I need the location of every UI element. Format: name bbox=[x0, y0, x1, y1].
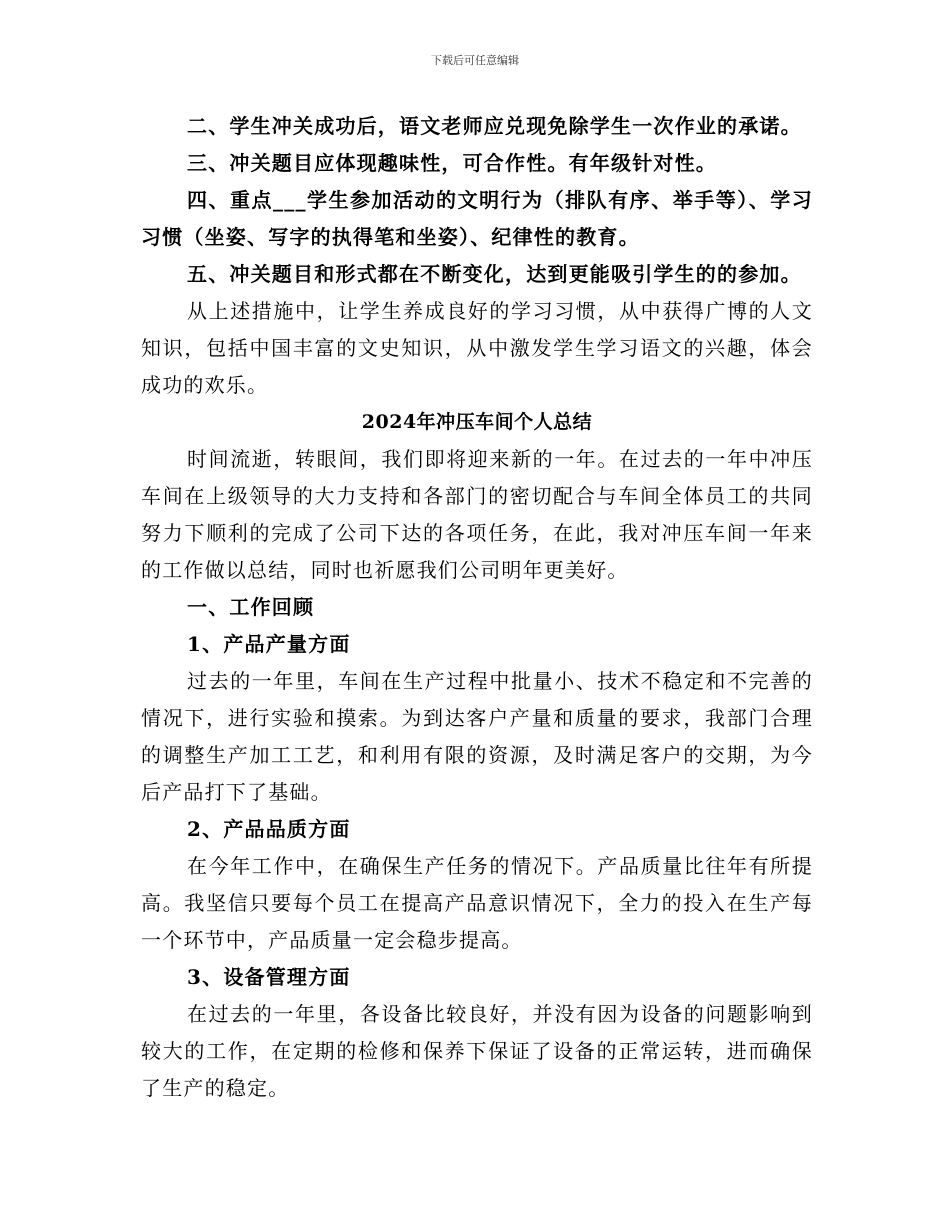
subheading-quality: 2、产品品质方面 bbox=[187, 817, 351, 841]
paragraph-point-4: 四、重点___学生参加活动的文明行为（排队有序、举手等）、学习习惯（坐姿、写字的执得笔和坐姿）、纪律性的教育。 bbox=[141, 188, 813, 249]
document-body bbox=[141, 108, 813, 1107]
paragraph-output: 过去的一年里，车间在生产过程中批量小、技术不稳定和不完善的情况下，进行实验和摸索。为到达客户产量和质量的要求，我部门合理的调整生产加工工艺，和利用有限的资源，及时满足客户的交期，为今后产品打下了基础。 bbox=[141, 669, 813, 804]
paragraph-point-5: 五、冲关题目和形式都在不断变化，达到更能吸引学生的的参加。 bbox=[187, 262, 802, 286]
subheading-output: 1、产品产量方面 bbox=[187, 632, 351, 656]
paragraph-equipment: 在过去的一年里，各设备比较良好，并没有因为设备的问题影响到较大的工作，在定期的检修和保养下保证了设备的正常运转，进而确保了生产的稳定。 bbox=[141, 1002, 813, 1100]
paragraph-point-2: 二、学生冲关成功后，语文老师应兑现免除学生一次作业的承诺。 bbox=[187, 114, 802, 138]
paragraph-quality: 在今年工作中，在确保生产任务的情况下。产品质量比往年有所提高。我坚信只要每个员工在提高产品意识情况下，全力的投入在生产每一个环节中，产品质量一定会稳步提高。 bbox=[141, 854, 813, 952]
subheading-equipment: 3、设备管理方面 bbox=[187, 965, 351, 989]
paragraph-conclusion: 从上述措施中，让学生养成良好的学习习惯，从中获得广博的人文知识，包括中国丰富的文史知识，从中激发学生学习语文的兴趣，体会成功的欢乐。 bbox=[141, 299, 813, 397]
page-header: 下载后可任意编辑 bbox=[431, 54, 519, 67]
section-heading-review: 一、工作回顾 bbox=[187, 595, 315, 619]
document-title: 2024年冲压车间个人总结 bbox=[361, 411, 593, 433]
paragraph-point-3: 三、冲关题目应体现趣味性，可合作性。有年级针对性。 bbox=[187, 151, 717, 175]
paragraph-intro: 时间流逝，转眼间，我们即将迎来新的一年。在过去的一年中冲压车间在上级领导的大力支持和各部门的密切配合与车间全体员工的共同努力下顺利的完成了公司下达的各项任务，在此，我对冲压车间一年来的工作做以总结，同时也祈愿我们公司明年更美好。 bbox=[141, 447, 813, 582]
